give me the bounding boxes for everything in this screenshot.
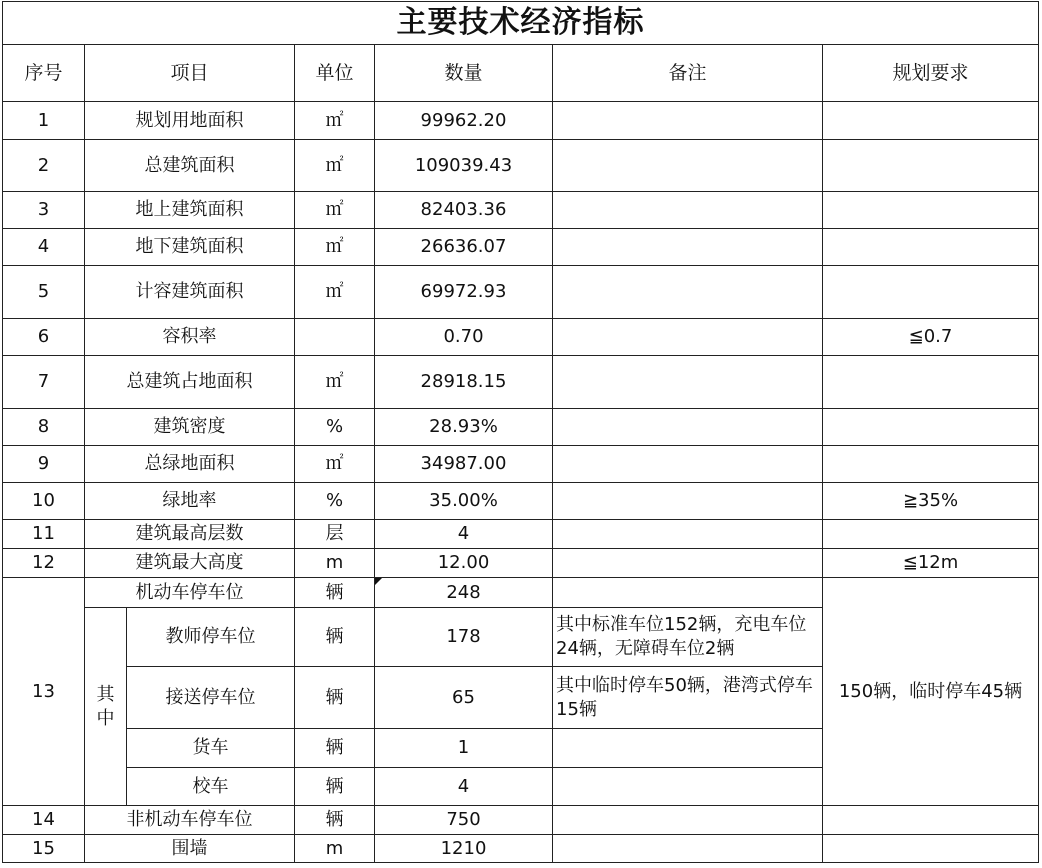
row-item: 地上建筑面积 <box>85 192 295 229</box>
row-no: 2 <box>3 140 85 192</box>
sub-quantity: 178 <box>375 608 553 667</box>
row-unit: ㎡ <box>295 102 375 140</box>
header-item: 项目 <box>85 45 295 102</box>
header-no: 序号 <box>3 45 85 102</box>
row-unit: ㎡ <box>295 446 375 483</box>
row-no: 14 <box>3 806 85 835</box>
row-requirement <box>823 409 1039 446</box>
row-item: 总建筑占地面积 <box>85 356 295 409</box>
row-no: 6 <box>3 319 85 356</box>
row-note <box>553 266 823 319</box>
row-item: 建筑最大高度 <box>85 549 295 578</box>
header-note: 备注 <box>553 45 823 102</box>
header-unit: 单位 <box>295 45 375 102</box>
row-requirement <box>823 102 1039 140</box>
row-note <box>553 140 823 192</box>
sub-note: 其中临时停车50辆，港湾式停车15辆 <box>553 667 823 729</box>
table-row <box>3 549 1039 578</box>
sub-quantity: 65 <box>375 667 553 729</box>
row-no: 11 <box>3 520 85 549</box>
row-no: 10 <box>3 483 85 520</box>
indicators-table <box>2 1 1039 863</box>
sub-note <box>553 729 823 768</box>
row-requirement <box>823 356 1039 409</box>
row-unit: m <box>295 549 375 578</box>
row-no: 5 <box>3 266 85 319</box>
table-title: 主要技术经济指标 <box>3 2 1039 45</box>
table-row <box>3 483 1039 520</box>
table-row <box>3 192 1039 229</box>
row-note <box>553 356 823 409</box>
row-quantity: 1210 <box>375 835 553 863</box>
row-note <box>553 520 823 549</box>
row-quantity: 109039.43 <box>375 140 553 192</box>
row-quantity: 99962.20 <box>375 102 553 140</box>
row-note <box>553 192 823 229</box>
sub-unit: 辆 <box>295 608 375 667</box>
group-label-qizhong <box>85 608 127 806</box>
header-row <box>3 45 1039 102</box>
row-quantity: 4 <box>375 520 553 549</box>
row-no: 8 <box>3 409 85 446</box>
row-quantity: 0.70 <box>375 319 553 356</box>
row-no: 1 <box>3 102 85 140</box>
table-row <box>3 266 1039 319</box>
row-unit: ㎡ <box>295 229 375 266</box>
row-requirement <box>823 835 1039 863</box>
sub-note <box>553 768 823 806</box>
table-row <box>3 446 1039 483</box>
row-quantity: 35.00% <box>375 483 553 520</box>
row-note <box>553 409 823 446</box>
parking-item: 机动车停车位 <box>85 578 295 608</box>
table-row <box>3 835 1039 863</box>
sub-unit: 辆 <box>295 729 375 768</box>
table-row <box>3 520 1039 549</box>
row-no: 9 <box>3 446 85 483</box>
row-item: 建筑最高层数 <box>85 520 295 549</box>
sub-note: 其中标准车位152辆，充电车位24辆，无障碍车位2辆 <box>553 608 823 667</box>
sub-item: 接送停车位 <box>127 667 295 729</box>
row-unit: m <box>295 835 375 863</box>
row-unit: ㎡ <box>295 192 375 229</box>
row-requirement <box>823 192 1039 229</box>
table-row <box>3 319 1039 356</box>
table-row <box>3 140 1039 192</box>
header-requirement: 规划要求 <box>823 45 1039 102</box>
row-quantity: 28918.15 <box>375 356 553 409</box>
row-requirement <box>823 446 1039 483</box>
row-note <box>553 806 823 835</box>
row-quantity: 34987.00 <box>375 446 553 483</box>
row-unit: ㎡ <box>295 140 375 192</box>
row-note <box>553 319 823 356</box>
row-note <box>553 549 823 578</box>
sub-unit: 辆 <box>295 667 375 729</box>
row-item: 非机动车停车位 <box>85 806 295 835</box>
table-row <box>3 229 1039 266</box>
sub-item: 教师停车位 <box>127 608 295 667</box>
sub-quantity: 4 <box>375 768 553 806</box>
parking-unit: 辆 <box>295 578 375 608</box>
parking-row <box>3 578 1039 608</box>
row-unit <box>295 319 375 356</box>
row-requirement: ≧35% <box>823 483 1039 520</box>
row-item: 规划用地面积 <box>85 102 295 140</box>
row-quantity: 82403.36 <box>375 192 553 229</box>
row-item: 容积率 <box>85 319 295 356</box>
row-item: 绿地率 <box>85 483 295 520</box>
row-requirement <box>823 229 1039 266</box>
header-quantity: 数量 <box>375 45 553 102</box>
row-unit: ㎡ <box>295 266 375 319</box>
row-no: 7 <box>3 356 85 409</box>
row-no: 15 <box>3 835 85 863</box>
row-unit: 层 <box>295 520 375 549</box>
row-quantity: 12.00 <box>375 549 553 578</box>
row-item: 总建筑面积 <box>85 140 295 192</box>
parking-note <box>553 578 823 608</box>
table-row <box>3 409 1039 446</box>
row-no: 4 <box>3 229 85 266</box>
row-no: 3 <box>3 192 85 229</box>
row-unit: % <box>295 483 375 520</box>
row-item: 总绿地面积 <box>85 446 295 483</box>
row-requirement <box>823 140 1039 192</box>
sub-item: 货车 <box>127 729 295 768</box>
group-label-char-1: 其 <box>96 683 115 705</box>
sub-unit: 辆 <box>295 768 375 806</box>
row-no: 12 <box>3 549 85 578</box>
row-unit: ㎡ <box>295 356 375 409</box>
row-item: 围墙 <box>85 835 295 863</box>
row-requirement <box>823 520 1039 549</box>
table-row <box>3 356 1039 409</box>
row-note <box>553 102 823 140</box>
parking-quantity: 248 <box>375 578 553 608</box>
row-quantity: 28.93% <box>375 409 553 446</box>
row-quantity: 750 <box>375 806 553 835</box>
row-requirement: ≦12m <box>823 549 1039 578</box>
row-requirement <box>823 266 1039 319</box>
row-quantity: 26636.07 <box>375 229 553 266</box>
row-quantity: 69972.93 <box>375 266 553 319</box>
sub-quantity: 1 <box>375 729 553 768</box>
table-row <box>3 102 1039 140</box>
row-item: 建筑密度 <box>85 409 295 446</box>
parking-requirement: 150辆，临时停车45辆 <box>823 578 1039 806</box>
row-requirement: ≦0.7 <box>823 319 1039 356</box>
sub-item: 校车 <box>127 768 295 806</box>
row-item: 计容建筑面积 <box>85 266 295 319</box>
row-item: 地下建筑面积 <box>85 229 295 266</box>
group-label-char-2: 中 <box>96 707 115 729</box>
row-note <box>553 835 823 863</box>
parking-no: 13 <box>3 578 85 806</box>
row-unit: 辆 <box>295 806 375 835</box>
row-unit: % <box>295 409 375 446</box>
row-requirement <box>823 806 1039 835</box>
row-note <box>553 483 823 520</box>
table-row <box>3 806 1039 835</box>
row-note <box>553 229 823 266</box>
row-note <box>553 446 823 483</box>
